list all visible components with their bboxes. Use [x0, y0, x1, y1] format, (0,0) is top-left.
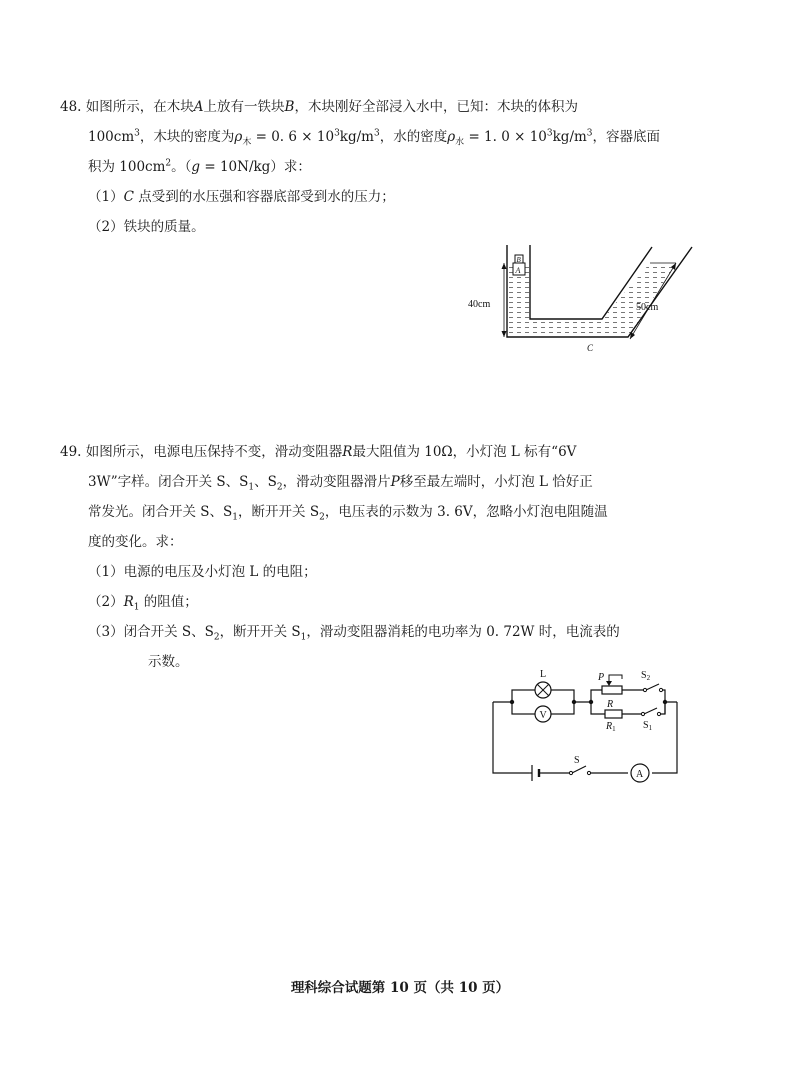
slider-arrow-icon — [606, 681, 612, 686]
figure-49-circuit — [485, 665, 685, 790]
question-number: 48. — [60, 99, 82, 115]
switch-s1-contact — [657, 712, 660, 715]
label-v: V — [539, 710, 547, 721]
wire-s1-out — [659, 702, 677, 714]
q49-sub-2: $(2)R_1$ 的阻值； — [88, 594, 198, 613]
label-a: A — [515, 266, 521, 275]
label-50cm: 50cm — [636, 302, 659, 313]
label-c: C — [587, 343, 594, 353]
q49-line-4: 度的变化。求： — [88, 534, 183, 550]
q48-line-2: $100cm^3$，木块的密度为$\rho_木 = 0$. $6 \times 10^3kg/m^3$，水的密度$\rho_水 = 1$. $0 \times 10^3kg/m^3$，容器底面 — [88, 128, 661, 148]
label-l: L — [540, 669, 547, 680]
junction-dot — [572, 700, 576, 704]
figure-48 — [460, 245, 700, 355]
q48-line-1: 48. 如图所示，在木块A上放有一铁块B，木块刚好全部浸入水中，已知：木块的体积为 — [60, 99, 578, 115]
q49-line-3: 常发光。闭合开关 S、$S_1$，断开开关 $S_2$，电压表的示数为 3. 6V，忽略小灯泡电阻随温 — [88, 504, 608, 523]
q49-sub-1: （1）电源的电压及小灯泡 L 的电阻； — [88, 564, 317, 580]
wire-r-branch — [591, 690, 602, 702]
label-r: R — [607, 699, 614, 710]
q49-sub-3: （3）闭合开关 S、$S_2$，断开开关 $S_1$，滑动变阻器消耗的电功率为 0. 72W 时，电流表的 — [88, 624, 620, 643]
question-49 — [60, 437, 688, 677]
junction-dot — [510, 700, 514, 704]
junction-dot — [663, 700, 667, 704]
label-p: P — [598, 672, 605, 683]
figure-49-container — [485, 665, 685, 790]
q48-line-3: 积为 $100cm^2$。（g = 10N/kg）求： — [88, 158, 311, 175]
dimension-40-arrow-bottom — [502, 331, 507, 337]
wire-r1-branch — [591, 702, 605, 714]
switch-s-contact — [587, 771, 590, 774]
resistor-r1 — [605, 710, 622, 718]
q48-sub-2: （2）铁块的质量。 — [88, 219, 205, 235]
dimension-40-arrow-top — [502, 263, 507, 269]
page-footer: 理科综合试题第 10 页（共 10 页） — [290, 980, 510, 996]
label-s2: $S_2$ — [641, 670, 651, 682]
wire-left — [493, 702, 529, 773]
water-region — [507, 263, 676, 337]
label-s1: $S_1$ — [643, 720, 653, 732]
switch-s1-blade — [644, 708, 657, 714]
switch-s2-blade — [646, 684, 659, 690]
question-48 — [60, 92, 688, 242]
q49-line-2: 3W”字样。闭合开关 S、$S_1$、$S_2$，滑动变阻器滑片P移至最左端时，小灯泡 L 恰好正 — [88, 474, 593, 493]
switch-s2-contact — [659, 688, 662, 691]
rheostat-r — [602, 686, 622, 694]
label-s: S — [574, 755, 580, 766]
q49-sub-3-cont: 示数。 — [148, 654, 189, 670]
label-r1: $R_1$ — [606, 721, 616, 733]
switch-s-blade — [572, 766, 586, 773]
figure-48-container — [460, 245, 700, 355]
rheostat-slider-wire — [609, 675, 622, 685]
label-a: A — [636, 769, 644, 780]
junction-dot — [589, 700, 593, 704]
q49-line-1: 49. 如图所示，电源电压保持不变，滑动变阻器R最大阻值为 10Ω，小灯泡 L 标有“6V — [60, 444, 577, 460]
label-b: B — [516, 256, 521, 264]
label-40cm: 40cm — [468, 299, 491, 310]
question-number: 49. — [60, 444, 82, 460]
q48-sub-1: （1）C 点受到的水压强和容器底部受到水的压力； — [88, 189, 395, 205]
